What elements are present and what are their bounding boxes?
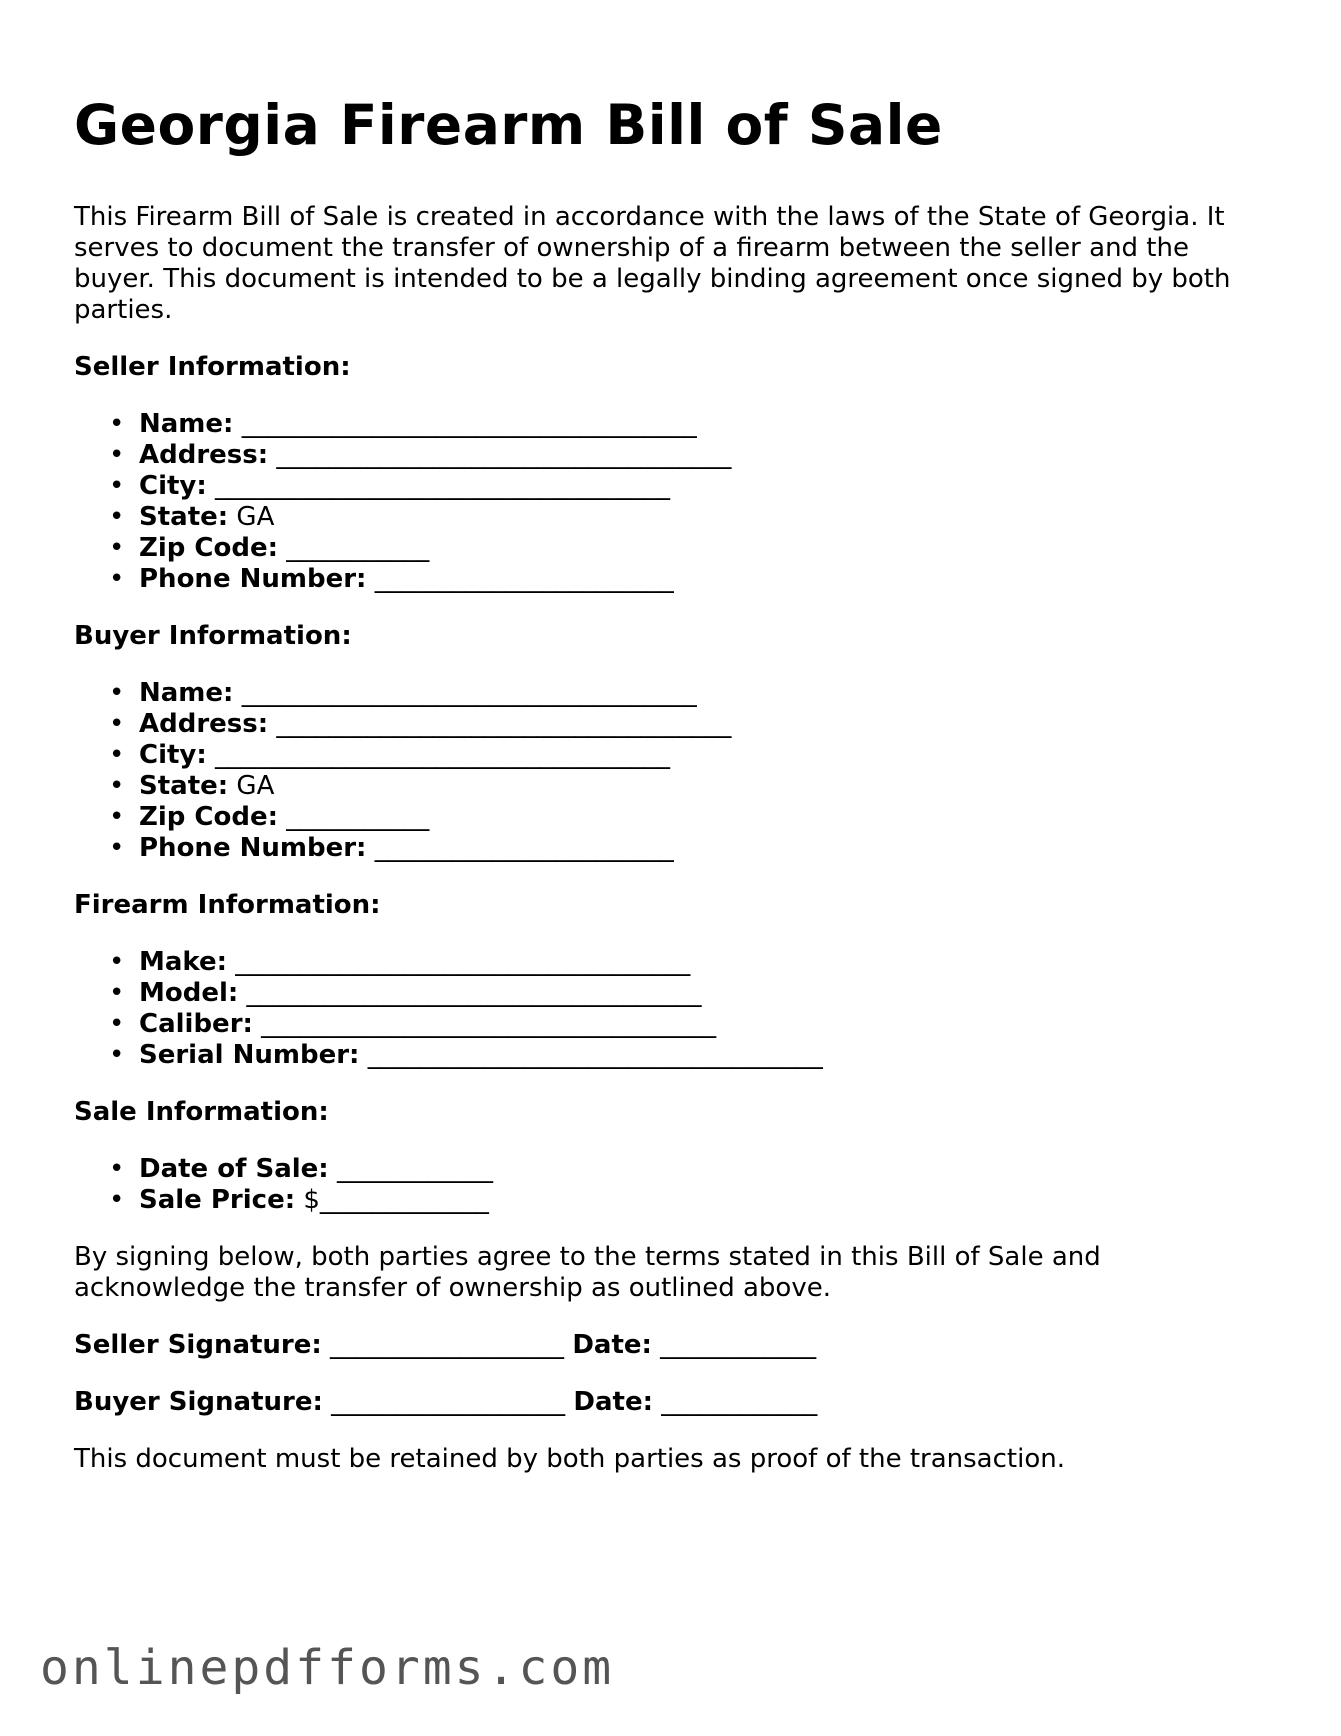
- seller-state-field: • State: GA: [139, 502, 1264, 533]
- buyer-name-field[interactable]: • Name: ___________________________________: [139, 678, 1264, 709]
- closing-paragraph: By signing below, both parties agree to the terms stated in this Bill of Sale and acknowledge the transfer of ownership as outlined above.: [74, 1242, 1101, 1303]
- seller-name-field[interactable]: • Name: ___________________________________: [139, 409, 1264, 440]
- firearm-model-blank[interactable]: ___________________________________: [238, 978, 702, 1008]
- firearm-caliber-blank[interactable]: ___________________________________: [252, 1009, 717, 1039]
- buyer-address-field[interactable]: • Address: ___________________________________: [139, 709, 1264, 740]
- buyer-signature-blank[interactable]: __________________: [322, 1387, 574, 1417]
- seller-fields: [74, 409, 1264, 595]
- buyer-address-blank[interactable]: ___________________________________: [268, 709, 732, 739]
- sale-heading: Sale Information:: [74, 1097, 329, 1127]
- buyer-city-field[interactable]: • City: ___________________________________: [139, 740, 1264, 771]
- sale-price-field[interactable]: • Sale Price: $_____________: [139, 1185, 1264, 1216]
- sale-fields: [74, 1154, 1264, 1216]
- sale-date-blank[interactable]: ____________: [328, 1154, 493, 1184]
- buyer-phone-blank[interactable]: _______________________: [366, 833, 674, 863]
- seller-address-blank[interactable]: ___________________________________: [268, 440, 732, 470]
- buyer-signature-row: [74, 1387, 1264, 1418]
- buyer-date-blank[interactable]: ____________: [653, 1387, 818, 1417]
- document-title: Georgia Firearm Bill of Sale: [74, 93, 943, 157]
- sale-date-field[interactable]: • Date of Sale: ____________: [139, 1154, 1264, 1185]
- firearm-serial-field[interactable]: • Serial Number: ___________________________________: [139, 1040, 1264, 1071]
- seller-signature-label: Seller Signature:: [74, 1330, 322, 1360]
- document-page: [74, 90, 1264, 1475]
- buyer-date-label: Date:: [573, 1387, 654, 1417]
- seller-address-field[interactable]: • Address: ___________________________________: [139, 440, 1264, 471]
- seller-city-blank[interactable]: ___________________________________: [206, 471, 671, 501]
- buyer-fields: [74, 678, 1264, 864]
- seller-heading: Seller Information:: [74, 352, 351, 382]
- intro-paragraph: This Firearm Bill of Sale is created in accordance with the laws of the State of Georgia. It serves to document the transfer of ownership of a firearm between the seller and the buyer. This document is intended to be a legally binding agreement once signed by both parties.: [74, 202, 1231, 325]
- firearm-heading: Firearm Information:: [74, 890, 381, 920]
- sale-price-blank[interactable]: $_____________: [295, 1185, 489, 1215]
- firearm-fields: [74, 947, 1264, 1071]
- buyer-state-field: • State: GA: [139, 771, 1264, 802]
- buyer-heading: Buyer Information:: [74, 621, 352, 651]
- firearm-make-blank[interactable]: ___________________________________: [227, 947, 691, 977]
- seller-signature-blank[interactable]: __________________: [321, 1330, 573, 1360]
- seller-zip-blank[interactable]: ___________: [278, 533, 430, 563]
- seller-name-blank[interactable]: ___________________________________: [233, 409, 697, 439]
- buyer-state-value: GA: [228, 771, 275, 801]
- seller-date-label: Date:: [572, 1330, 652, 1360]
- seller-date-blank[interactable]: ____________: [651, 1330, 817, 1360]
- seller-phone-field[interactable]: • Phone Number: _______________________: [139, 564, 1264, 595]
- buyer-zip-field[interactable]: • Zip Code: ___________: [139, 802, 1264, 833]
- buyer-city-blank[interactable]: ___________________________________: [206, 740, 671, 770]
- watermark: onlinepdfforms.com: [40, 1640, 615, 1696]
- buyer-zip-blank[interactable]: ___________: [278, 802, 430, 832]
- buyer-signature-label: Buyer Signature:: [74, 1387, 323, 1417]
- retention-note: This document must be retained by both parties as proof of the transaction.: [74, 1444, 1065, 1474]
- firearm-make-field[interactable]: • Make: ___________________________________: [139, 947, 1264, 978]
- seller-signature-row: [74, 1330, 1264, 1361]
- buyer-name-blank[interactable]: ___________________________________: [233, 678, 697, 708]
- seller-city-field[interactable]: • City: ___________________________________: [139, 471, 1264, 502]
- seller-phone-blank[interactable]: _______________________: [366, 564, 674, 594]
- firearm-model-field[interactable]: • Model: ___________________________________: [139, 978, 1264, 1009]
- firearm-caliber-field[interactable]: • Caliber: ___________________________________: [139, 1009, 1264, 1040]
- seller-zip-field[interactable]: • Zip Code: ___________: [139, 533, 1264, 564]
- buyer-phone-field[interactable]: • Phone Number: _______________________: [139, 833, 1264, 864]
- seller-state-value: GA: [228, 502, 275, 532]
- firearm-serial-blank[interactable]: ___________________________________: [359, 1040, 823, 1070]
